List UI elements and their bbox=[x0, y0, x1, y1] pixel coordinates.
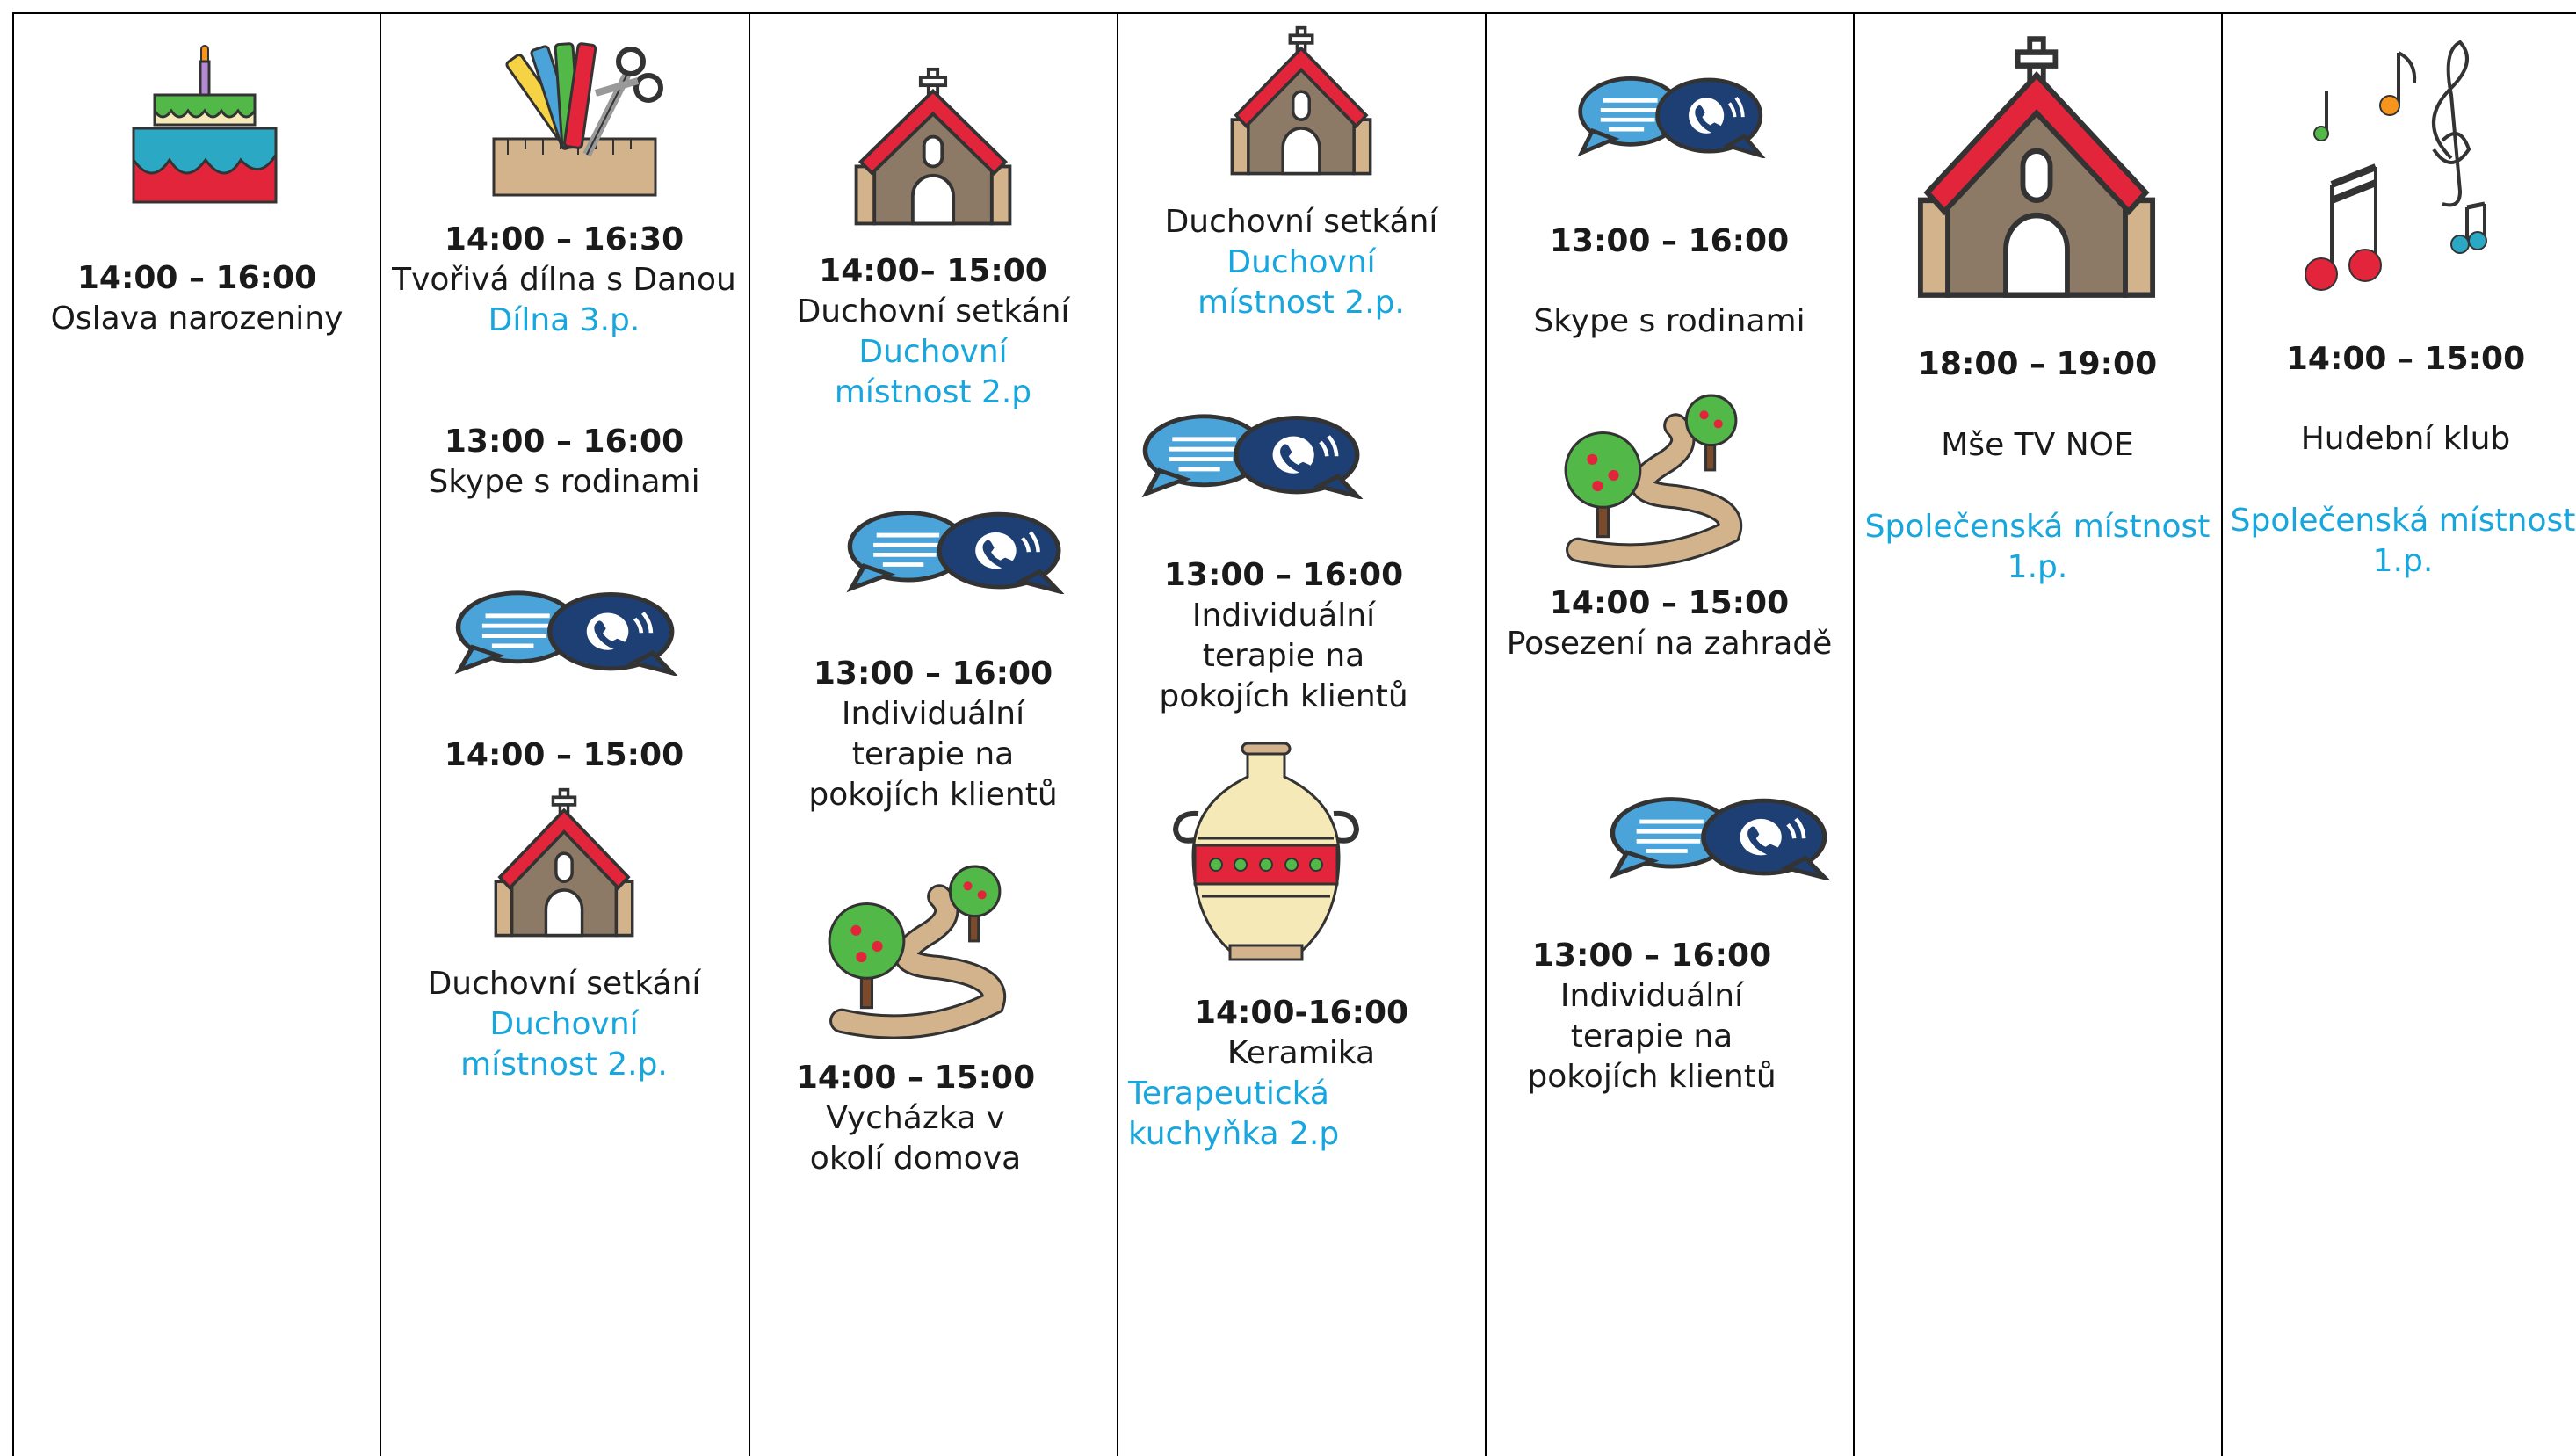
activity-block bbox=[388, 964, 740, 1085]
activity-name: Keramika bbox=[1226, 1035, 1376, 1071]
church-icon bbox=[494, 786, 634, 938]
activity-time: 14:00-16:00 bbox=[1193, 995, 1409, 1031]
activity-name: Posezení na zahradě bbox=[1506, 626, 1833, 662]
church-icon bbox=[1917, 33, 2156, 299]
activity-block bbox=[757, 251, 1109, 413]
activity-time: 13:00 – 16:00 bbox=[813, 656, 1053, 692]
activity-block bbox=[2230, 419, 2576, 460]
activity-name: Hudební klub bbox=[2300, 421, 2511, 457]
activity-name: Skype s rodinami bbox=[1533, 303, 1805, 339]
activity-time: 13:00 – 16:00 bbox=[444, 424, 684, 460]
activity-block bbox=[757, 1058, 1074, 1179]
activity-time: 14:00 – 15:00 bbox=[1549, 585, 1790, 621]
ceramic-vase-icon bbox=[1172, 742, 1360, 963]
activity-block bbox=[1128, 1074, 1374, 1155]
column-divider bbox=[1117, 12, 1118, 1456]
birthday-cake-icon bbox=[130, 44, 279, 206]
activity-block bbox=[2230, 339, 2576, 380]
garden-path-icon bbox=[1560, 390, 1747, 568]
chat-call-bubbles-icon bbox=[453, 584, 678, 676]
activity-name: Skype s rodinami bbox=[428, 464, 700, 500]
activity-room: Duchovní místnost 2.p. bbox=[1198, 244, 1405, 321]
activity-time: 14:00 – 15:00 bbox=[795, 1060, 1036, 1096]
activity-name: Individuální terapie na pokojích klientů bbox=[808, 696, 1058, 813]
column-divider bbox=[380, 12, 381, 1456]
activity-block bbox=[757, 654, 1109, 815]
activity-room: Společenská místnost 1.p. bbox=[1864, 509, 2211, 585]
activity-name: Individuální terapie na pokojích klientů bbox=[1527, 978, 1776, 1095]
chat-call-bubbles-icon bbox=[1608, 791, 1831, 880]
activity-name: Mše TV NOE bbox=[1941, 427, 2134, 463]
activity-time: 13:00 – 16:00 bbox=[1531, 938, 1772, 974]
activity-room: Dílna 3.p. bbox=[488, 302, 640, 338]
table-top-border bbox=[12, 12, 2576, 14]
activity-time: 14:00 – 15:00 bbox=[444, 737, 684, 773]
activity-room: Duchovní místnost 2.p bbox=[834, 334, 1032, 410]
activity-name: Duchovní setkání bbox=[1164, 204, 1438, 240]
church-icon bbox=[1230, 25, 1372, 176]
activity-time: 14:00 – 16:00 bbox=[76, 260, 317, 296]
activity-block bbox=[388, 735, 740, 776]
activity-name: Duchovní setkání bbox=[427, 966, 701, 1002]
activity-block bbox=[1494, 221, 1845, 262]
activity-block bbox=[2230, 501, 2576, 582]
church-icon bbox=[854, 66, 1012, 226]
activity-name: Tvořivá dílna s Danou bbox=[392, 262, 736, 298]
activity-room: Duchovní místnost 2.p. bbox=[460, 1006, 668, 1083]
activity-block bbox=[1862, 344, 2213, 385]
activity-time: 18:00 – 19:00 bbox=[1917, 346, 2158, 382]
activity-block bbox=[1125, 993, 1477, 1074]
activity-block bbox=[1125, 202, 1477, 323]
activity-time: 14:00 – 16:30 bbox=[444, 221, 684, 257]
activity-name: Oslava narozeniny bbox=[50, 301, 344, 337]
column-divider bbox=[12, 12, 14, 1456]
garden-path-icon bbox=[824, 861, 1010, 1039]
activity-time: 13:00 – 16:00 bbox=[1163, 557, 1404, 593]
activity-room: Terapeutická kuchyňka 2.p bbox=[1128, 1076, 1340, 1152]
column-divider bbox=[749, 12, 750, 1456]
activity-block bbox=[388, 422, 740, 503]
chat-call-bubbles-icon bbox=[845, 504, 1065, 594]
activity-block bbox=[1494, 301, 1845, 342]
column-divider bbox=[1485, 12, 1487, 1456]
activity-time: 14:00– 15:00 bbox=[819, 253, 1047, 289]
activity-block bbox=[1862, 425, 2213, 466]
chat-call-bubbles-icon bbox=[1576, 70, 1766, 158]
activity-room: Společenská místnost 1.p. bbox=[2230, 503, 2576, 579]
activity-time: 13:00 – 16:00 bbox=[1549, 223, 1790, 259]
column-divider bbox=[2221, 12, 2223, 1456]
chat-call-bubbles-icon bbox=[1140, 408, 1364, 499]
column-divider bbox=[1853, 12, 1855, 1456]
craft-supplies-icon bbox=[481, 40, 666, 199]
activity-name: Vycházka v okolí domova bbox=[809, 1100, 1022, 1177]
activity-name: Individuální terapie na pokojích klientů bbox=[1159, 598, 1408, 714]
activity-time: 14:00 – 15:00 bbox=[2285, 341, 2526, 377]
activity-block bbox=[388, 220, 740, 341]
music-notes-icon bbox=[2302, 35, 2495, 313]
activity-block bbox=[1125, 555, 1442, 717]
activity-name: Duchovní setkání bbox=[796, 293, 1070, 330]
activity-block bbox=[1862, 507, 2213, 588]
activity-block bbox=[1494, 936, 1810, 1097]
activity-block bbox=[1494, 583, 1845, 664]
activity-block bbox=[21, 258, 373, 339]
